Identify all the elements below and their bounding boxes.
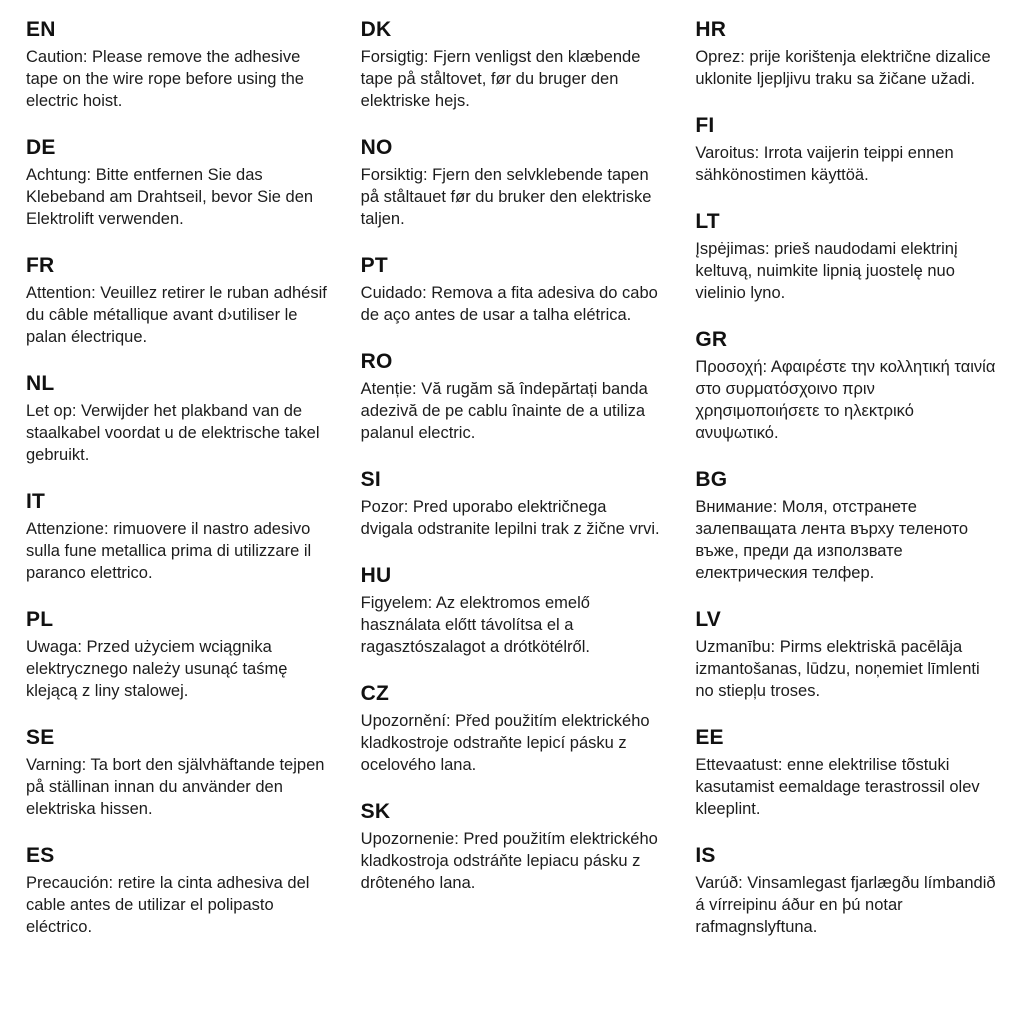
entry-bg <box>695 468 998 585</box>
caution-text: Caution: Please remove the adhesive tape on the wire rope before using the electric hoist. <box>26 48 304 111</box>
language-code: SI <box>360 467 381 491</box>
entry-lv <box>695 608 998 703</box>
entry-pt <box>361 254 664 327</box>
caution-text: Varoitus: Irrota vaijerin teippi ennen sähkönostimen käyttöä. <box>695 144 954 185</box>
caution-text: Upozornění: Před použitím elektrického kladkostroje odstraňte lepicí pásku z ocelového lana. <box>360 711 650 774</box>
language-code: SK <box>360 799 391 823</box>
entry-pl <box>26 608 329 703</box>
entry-fi <box>695 114 998 187</box>
caution-text: Precaución: retire la cinta adhesiva del cable antes de utilizar el polipasto eléctrico. <box>26 873 310 936</box>
caution-text: Uzmanību: Pirms elektriskā pacēlāja izmantošanas, lūdzu, noņemiet līmlenti no stiepļu troses. <box>695 637 980 700</box>
caution-text: Pozor: Pred uporabo električnega dvigala odstranite lepilni trak z žične vrvi. <box>360 498 660 538</box>
caution-text: Oprez: prije korištenja električne dizalice uklonite ljepljivu traku sa žičane užadi. <box>695 48 991 89</box>
caution-text: Varúð: Vinsamlegast fjarlægðu límbandið á vírreipinu áður en þú notar rafmagnslyftuna. <box>695 873 996 936</box>
caution-text: Forsiktig: Fjern den selvklebende tapen på ståltauet før du bruker den elektriske taljen. <box>360 166 652 228</box>
language-code: NO <box>360 135 393 159</box>
caution-text: Varning: Ta bort den självhäftande tejpen på ställinan innan du använder den elektriska hissen. <box>26 755 325 818</box>
entry-lt <box>695 210 998 305</box>
entry-nl <box>26 372 329 467</box>
entry-ro <box>361 350 664 445</box>
caution-text: Figyelem: Az elektromos emelő használata előtt távolítsa el a ragasztószalagot a drótkötélről. <box>360 594 590 656</box>
entry-es <box>26 844 329 939</box>
language-code: NL <box>26 371 55 395</box>
entry-en <box>26 18 329 113</box>
entry-dk <box>361 18 664 113</box>
entry-no <box>361 136 664 231</box>
entry-se <box>26 726 329 821</box>
caution-text: Atenție: Vă rugăm să îndepărtați banda adezivă de pe cablu înainte de a utiliza palanul electric. <box>360 380 648 442</box>
language-code: IS <box>695 843 716 867</box>
entry-fr <box>26 254 329 349</box>
language-code: BG <box>695 467 728 491</box>
entry-it <box>26 490 329 585</box>
caution-text: Let op: Verwijder het plakband van de staalkabel voordat u de elektrische takel gebruikt. <box>26 402 320 464</box>
language-code: PT <box>360 253 388 277</box>
entry-cz <box>361 682 664 777</box>
caution-text: Attention: Veuillez retirer le ruban adhésif du câble métallique avant d›utiliser le palan électrique. <box>26 284 327 346</box>
caution-text: Attenzione: rimuovere il nastro adesivo sulla fune metallica prima di utilizzare il paranco elettrico. <box>26 519 312 582</box>
column-3 <box>695 18 998 962</box>
language-code: HR <box>695 18 727 41</box>
language-code: RO <box>360 349 393 373</box>
column-1 <box>26 18 329 962</box>
language-code: HU <box>360 563 392 587</box>
caution-text: Įspėjimas: prieš naudodami elektrinį keltuvą, nuimkite lipnią juostelę nuo vielinio lyno. <box>695 240 958 303</box>
language-code: IT <box>26 489 46 513</box>
caution-text: Ettevaatust: enne elektrilise tõstuki kasutamist eemaldage terastrossil olev kleeplint. <box>695 755 980 818</box>
language-code: FR <box>26 253 55 277</box>
caution-text: Uwaga: Przed użyciem wciągnika elektrycznego należy usunąć taśmę klejącą z liny stalowej. <box>26 637 288 700</box>
entry-si <box>361 468 664 541</box>
caution-text: Προσοχή: Αφαιρέστε την κολλητική ταινία στο συρματόσχοινο πριν χρησιμοποιήσετε το ηλεκτρικό ανυψωτικό. <box>695 358 996 442</box>
entry-de <box>26 136 329 231</box>
column-2 <box>361 18 664 962</box>
entry-gr <box>695 328 998 445</box>
language-code: FI <box>695 114 715 138</box>
language-code: EN <box>26 18 56 41</box>
entry-hu <box>361 564 664 659</box>
language-code: ES <box>26 843 55 867</box>
caution-text: Upozornenie: Pred použitím elektrického kladkostroja odstráňte lepiacu pásku z drôteného lana. <box>360 829 658 892</box>
language-code: CZ <box>360 681 390 705</box>
caution-text: Cuidado: Remova a fita adesiva do cabo de aço antes de usar a talha elétrica. <box>360 284 658 324</box>
entry-ee <box>695 726 998 821</box>
language-code: LT <box>695 210 720 234</box>
entry-sk <box>361 800 664 895</box>
language-code: EE <box>695 725 724 749</box>
language-code: DE <box>26 135 56 159</box>
entry-is <box>695 844 998 939</box>
language-code: GR <box>695 327 728 351</box>
language-code: LV <box>695 607 722 631</box>
caution-text: Forsigtig: Fjern venligst den klæbende tape på ståltovet, før du bruger den elektriske hejs. <box>360 48 641 111</box>
language-code: DK <box>360 18 392 41</box>
language-code: PL <box>26 607 54 631</box>
caution-text: Achtung: Bitte entfernen Sie das Klebeband am Drahtseil, bevor Sie den Elektrolift verwenden. <box>26 166 314 228</box>
caution-text: Внимание: Моля, отстранете залепващата лента върху теленото въже, преди да използвате електрическия телфер. <box>695 498 969 582</box>
language-code: SE <box>26 725 55 749</box>
entry-hr <box>695 18 998 91</box>
